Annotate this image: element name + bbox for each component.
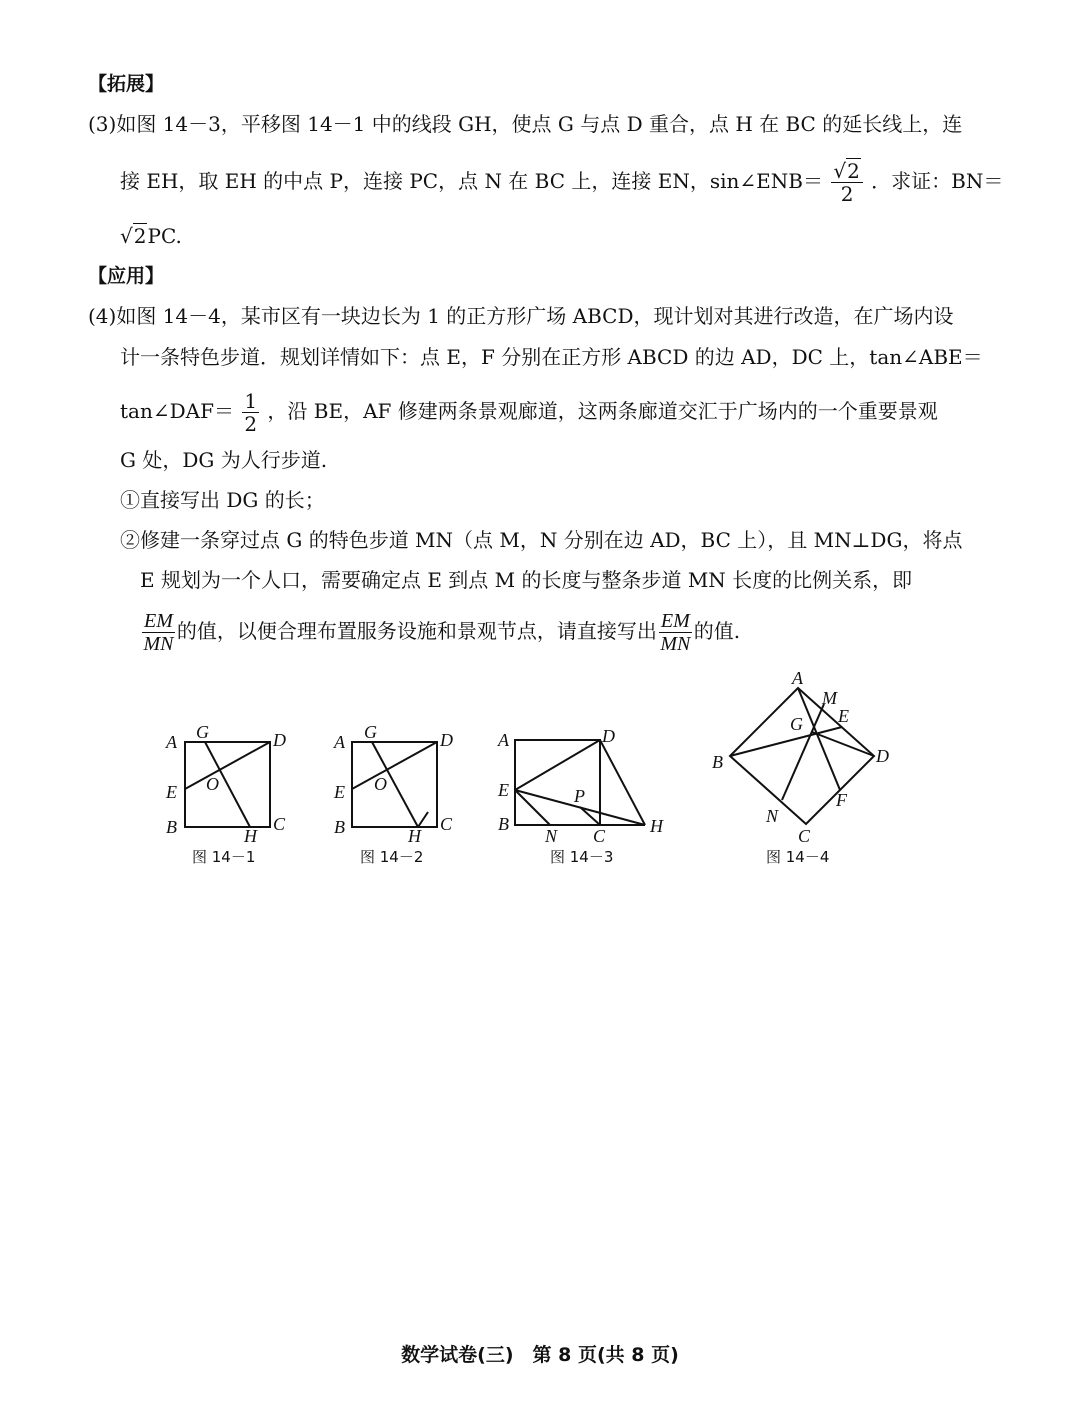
fig2-label-b: B <box>334 817 345 837</box>
fig4-label-a: A <box>792 668 803 688</box>
fig2-label-a: A <box>334 732 345 752</box>
one-half-fraction <box>242 390 259 435</box>
fig3-label-n: N <box>545 826 558 846</box>
expand-heading: 【拓展】 <box>88 73 165 95</box>
fig2-label-e: E <box>334 782 345 802</box>
fig2-label-o: O <box>374 774 387 794</box>
apply-heading: 【应用】 <box>88 265 165 287</box>
q4-line2: 计一条特色步道．规划详情如下：点 E，F 分别在正方形 ABCD 的边 AD，DC 上，tan∠ABE＝ <box>120 345 983 369</box>
page-footer: 数学试卷(三) 第 8 页(共 8 页) <box>401 1344 679 1366</box>
fig1-label-o: O <box>206 774 219 794</box>
fig3-label-b: B <box>498 814 509 834</box>
fig3-caption: 图 14－3 <box>550 848 614 866</box>
q4-sub2-line2: E 规划为一个人口，需要确定点 E 到点 M 的长度与整条步道 MN 长度的比例关系，即 <box>140 568 913 592</box>
q3-line2-text-b: ．求证：BN＝ <box>871 169 1004 193</box>
q3-line1: (3)如图 14－3，平移图 14－1 中的线段 GH，使点 G 与点 D 重合，点 H 在 BC 的延长线上，连 <box>88 112 963 136</box>
fig3-segment-dh <box>600 740 645 825</box>
fig3-label-c: C <box>593 826 606 846</box>
q3-line2 <box>120 160 1003 205</box>
fig4-label-e: E <box>838 706 849 726</box>
fig4-label-f: F <box>836 790 847 810</box>
fig3-label-e: E <box>498 780 509 800</box>
mn-den-2: MN <box>660 633 691 655</box>
fig4-label-b: B <box>712 752 723 772</box>
q3-line3-text: PC. <box>147 224 182 248</box>
fig4-label-c: C <box>798 826 811 846</box>
q4-line3 <box>120 390 938 435</box>
q4-line3-text-b: ，沿 BE，AF 修建两条景观廊道，这两条廊道交汇于广场内的一个重要景观 <box>267 399 938 423</box>
fig1-label-c: C <box>273 814 286 834</box>
fig3-segment-ed <box>515 740 600 790</box>
fig3-label-p: P <box>574 786 585 806</box>
q3-line3: √2PC. <box>120 224 182 248</box>
fig2-label-g: G <box>364 722 377 742</box>
fig3-label-d: D <box>602 726 615 746</box>
frac-den: 2 <box>840 182 854 206</box>
q4-sub2-line1: ②修建一条穿过点 G 的特色步道 MN（点 M，N 分别在边 AD，BC 上），且 MN⊥DG，将点 <box>120 528 963 552</box>
fig1-segment-ed <box>185 742 270 789</box>
fig3-label-h: H <box>650 816 663 836</box>
fig4-segment-mn <box>782 704 824 800</box>
fig4-caption: 图 14－4 <box>766 848 830 866</box>
half-den: 2 <box>244 412 258 436</box>
sqrt-radicand: 2 <box>133 224 147 248</box>
fig4-label-d: D <box>876 746 889 766</box>
q4-sub2-line3 <box>140 610 740 655</box>
fig2-label-c: C <box>440 814 453 834</box>
fig4-label-m: M <box>822 688 837 708</box>
fig3-label-a: A <box>498 730 509 750</box>
fig1-label-g: G <box>196 722 209 742</box>
em-over-mn-fraction-2 <box>659 610 692 655</box>
q4-sub1: ①直接写出 DG 的长； <box>120 488 325 512</box>
fig2-label-h: H <box>408 826 421 846</box>
fig4-label-n: N <box>766 806 779 826</box>
fig2-label-d: D <box>440 730 453 750</box>
em-over-mn-fraction <box>142 610 175 655</box>
fig1-caption: 图 14－1 <box>192 848 256 866</box>
q4-line4: G 处，DG 为人行步道. <box>120 448 328 472</box>
em-num-2: EM <box>660 610 690 632</box>
half-num: 1 <box>244 389 258 413</box>
fig1-label-e: E <box>166 782 177 802</box>
fig1-label-d: D <box>273 730 286 750</box>
fig1-label-a: A <box>166 732 177 752</box>
fig4-label-g: G <box>790 714 803 734</box>
q4-line1: (4)如图 14－4，某市区有一块边长为 1 的正方形广场 ABCD，现计划对其进行改造，在广场内设 <box>88 304 954 328</box>
fig1-label-h: H <box>244 826 257 846</box>
q4-sub2-text-b: 的值. <box>693 619 741 643</box>
fig2-tick <box>418 812 428 827</box>
q4-sub2-text-a: 的值，以便合理布置服务设施和景观节点，请直接写出 <box>176 619 657 643</box>
em-num: EM <box>144 610 173 632</box>
frac-num-radicand: 2 <box>847 159 860 183</box>
sqrt2-over-2-fraction: $\frac{√2}{2}$ <box>831 160 862 205</box>
mn-den: MN <box>143 633 174 655</box>
fig2-caption: 图 14－2 <box>360 848 424 866</box>
fig1-label-b: B <box>166 817 177 837</box>
figures-panel <box>0 660 1080 890</box>
q4-line3-text-a: tan∠DAF＝ <box>120 399 234 423</box>
q3-line2-text-a: 接 EH，取 EH 的中点 P，连接 PC，点 N 在 BC 上，连接 EN，sin∠ENB＝ <box>120 169 823 193</box>
